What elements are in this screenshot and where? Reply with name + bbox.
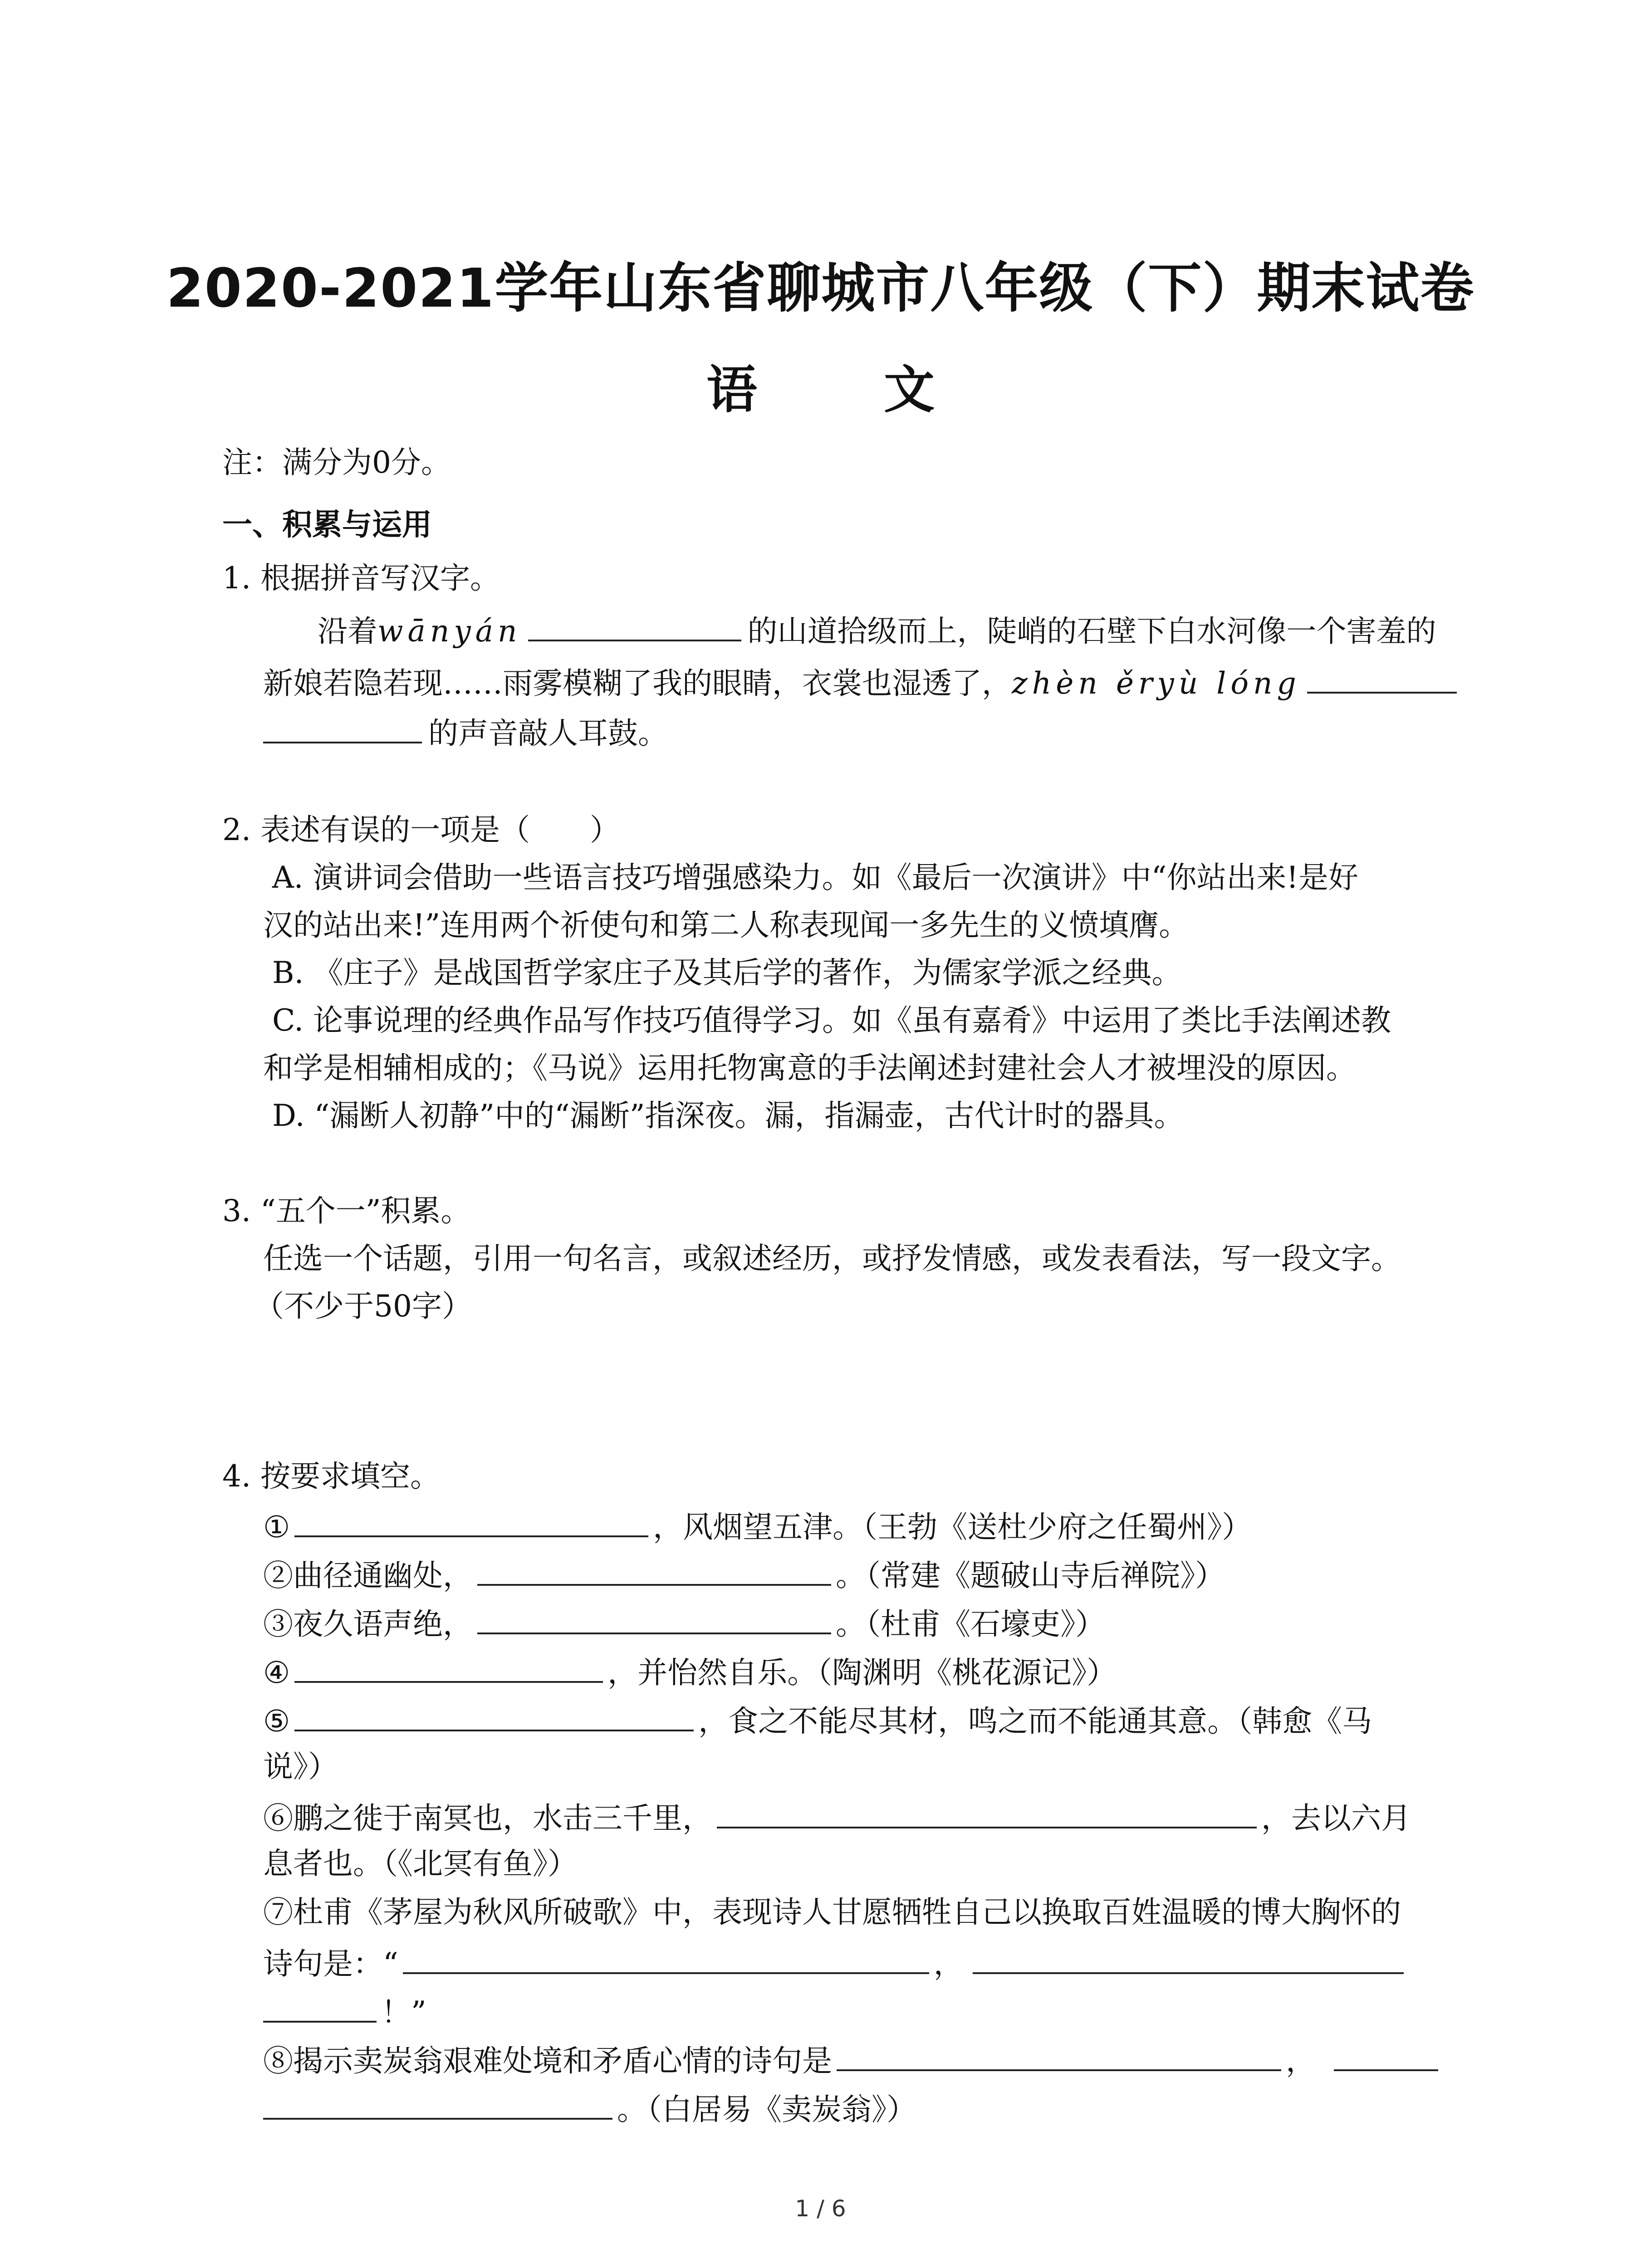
option-a-cont: 汉的站出来!”连用两个祈使句和第二人称表现闻一多先生的义愤填膺。 [263,908,1189,943]
question-1-line-3 [263,710,668,754]
question-1-line-2 [263,660,1457,704]
answer-blank[interactable] [403,1941,929,1974]
question-4-stem: 4. 按要求填空。 [222,1459,440,1494]
item-text: ，风烟望五津。（王勃《送杜少府之任蜀州》） [653,1510,1252,1545]
item-text: 。（常建《题破山寺后禅院》） [836,1558,1225,1593]
option-d: D. “漏断人初静”中的“漏断”指深夜。漏，指漏壶，古代计时的器具。 [272,1098,1184,1133]
item-text: ， [1286,2043,1316,2078]
answer-blank[interactable] [477,1601,831,1634]
question-2-stem: 2. 表述有误的一项是（ ） [222,812,620,847]
option-c-cont: 和学是相辅相成的；《马说》运用托物寓意的手法阐述封建社会人才被埋没的原因。 [263,1051,1356,1085]
fill-item-7: ⑦杜甫《茅屋为秋风所破歌》中，表现诗人甘愿牺牲自己以换取百姓温暖的博大胸怀的 [263,1895,1401,1930]
answer-blank[interactable] [263,710,422,743]
answer-blank[interactable] [294,1698,694,1731]
page-number: 1 / 6 [795,2195,846,2222]
fill-item-7-cont [263,1989,426,2033]
answer-blank[interactable] [294,1504,648,1537]
item-text: ，并怡然自乐。（陶渊明《桃花源记》） [607,1655,1117,1690]
answer-blank[interactable] [973,1941,1404,1974]
item-text: 诗句是：“ [263,1946,398,1981]
item-text: ③夜久语声绝， [263,1607,473,1642]
score-note: 注：满分为0分。 [222,445,451,480]
option-b: B. 《庄子》是战国哲学家庄子及其后学的著作，为儒家学派之经典。 [272,955,1182,990]
item-text: ，食之不能尽其材，鸣之而不能通其意。（韩愈《马 [698,1704,1372,1739]
pinyin-2: zhèn ěryù lóng [1012,666,1301,701]
item-number: ① [263,1510,290,1545]
fill-item-6 [263,1795,1411,1839]
item-number: ⑤ [263,1704,290,1739]
item-text: ⑧揭示卖炭翁艰难处境和矛盾心情的诗句是 [263,2043,832,2078]
pinyin-1: wānyán [377,614,522,649]
section-heading: 一、积累与运用 [222,507,432,542]
fill-item-4 [263,1649,1117,1693]
q1-text: 沿着 [318,614,377,649]
answer-blank[interactable] [263,2086,612,2120]
q1-text: 的山道拾级而上，陡峭的石壁下白水河像一个害羞的 [747,614,1436,649]
exam-title: 2020-2021学年山东省聊城市八年级（下）期末试卷 [166,257,1475,319]
answer-blank[interactable] [1307,660,1457,694]
item-text: ， [933,1946,964,1981]
question-3-stem: 3. “五个一”积累。 [222,1193,471,1228]
answer-blank[interactable] [528,608,741,641]
item-text: ⑥鹏之徙于南冥也，水击三千里， [263,1801,712,1836]
q1-text: 新娘若隐若现……雨雾模糊了我的眼睛，衣裳也湿透了， [263,666,1012,701]
exam-subject: 语 文 [706,361,989,420]
item-text: ②曲径通幽处， [263,1558,473,1593]
fill-item-8-cont [263,2086,916,2130]
item-text: ，去以六月 [1261,1801,1411,1836]
item-text: ！” [381,1995,426,2030]
q1-text: 的声音敲人耳鼓。 [428,716,668,751]
option-c: C. 论事说理的经典作品写作技巧值得学习。如《虽有嘉肴》中运用了类比手法阐述教 [272,1003,1391,1038]
item-text: 。（杜甫《石壕吏》） [836,1607,1105,1642]
fill-item-5-cont: 说》） [263,1749,338,1784]
answer-blank[interactable] [263,1989,377,2023]
question-1-line-1 [318,608,1436,652]
option-a: A. 演讲词会借助一些语言技巧增强感染力。如《最后一次演讲》中“你站出来!是好 [272,860,1358,895]
question-1-stem: 1. 根据拼音写汉字。 [222,561,500,596]
answer-blank[interactable] [477,1552,831,1586]
answer-blank[interactable] [1334,2038,1438,2071]
fill-item-5 [263,1698,1372,1742]
question-3-line-1: 任选一个话题，引用一句名言，或叙述经历，或抒发情感，或发表看法，写一段文字。 [263,1241,1401,1276]
fill-item-3 [263,1601,1105,1645]
answer-blank[interactable] [294,1649,603,1683]
question-3-line-2: （不少于50字） [254,1289,472,1324]
fill-item-7-answer [263,1941,1404,1984]
fill-item-1 [263,1504,1252,1548]
answer-blank[interactable] [717,1795,1257,1828]
fill-item-6-cont: 息者也。（《北冥有鱼》） [263,1846,578,1881]
answer-blank[interactable] [837,2038,1281,2071]
item-number: ④ [263,1655,290,1690]
fill-item-8 [263,2038,1438,2082]
fill-item-2 [263,1552,1225,1596]
item-text: 。（白居易《卖炭翁》） [617,2092,916,2127]
